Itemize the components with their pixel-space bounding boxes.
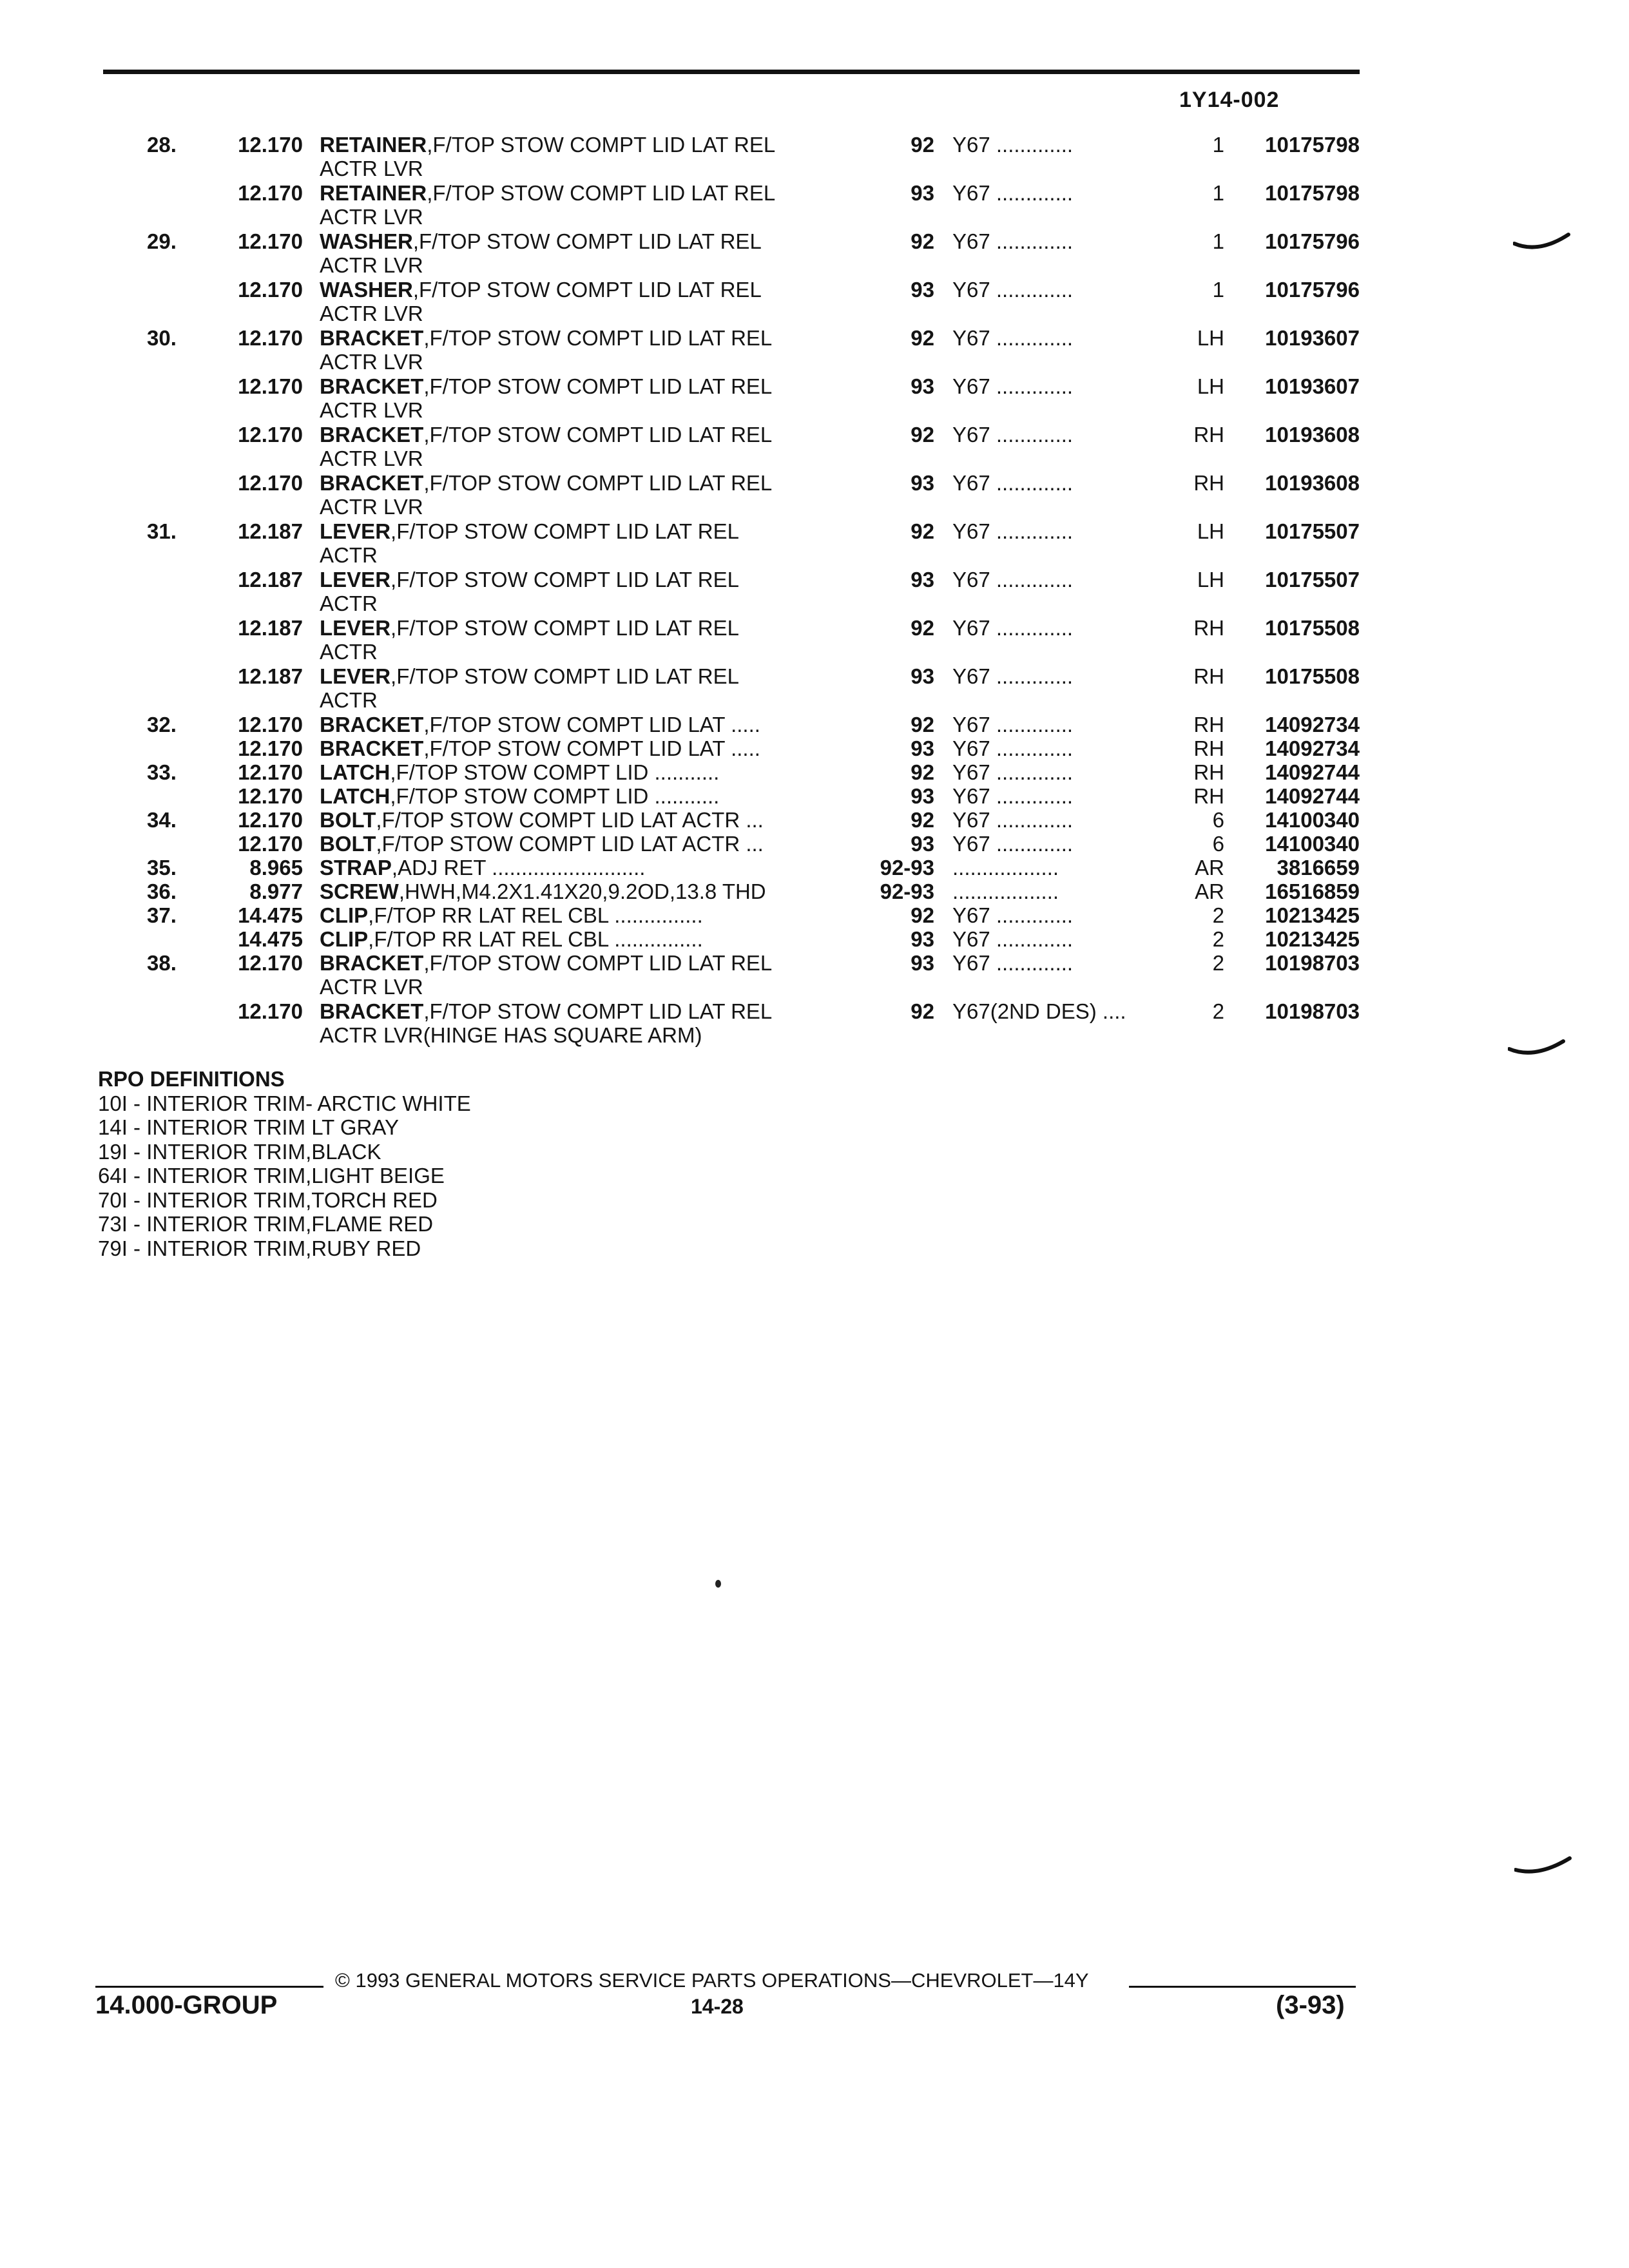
part-desc-line1: ,F/TOP STOW COMPT LID LAT ACTR ... [376, 832, 764, 856]
rpo-item: 73I - INTERIOR TRIM,FLAME RED [98, 1212, 434, 1236]
part-row [0, 471, 1629, 519]
quantity: 2 [1212, 903, 1224, 927]
part-name: STRAP [320, 856, 392, 879]
rpo-code: Y67 ............. [952, 181, 1074, 205]
part-desc-line1: ,F/TOP STOW COMPT LID LAT REL [390, 616, 739, 640]
rpo-code: Y67 ............. [952, 832, 1074, 856]
part-number: 10213425 [1265, 903, 1360, 927]
group-number: 8.965 [249, 856, 303, 879]
part-number: 10175796 [1265, 229, 1360, 253]
part-desc-line1: ,F/TOP STOW COMPT LID LAT ..... [423, 736, 760, 760]
part-number: 10175796 [1265, 278, 1360, 302]
part-row [0, 903, 1629, 927]
model-year: 92 [911, 133, 934, 157]
key-number: 31. [147, 519, 177, 543]
part-description [320, 832, 867, 856]
quantity: RH [1193, 471, 1224, 495]
model-year: 92 [911, 326, 934, 350]
binder-mark-3 [1514, 1856, 1572, 1888]
rpo-code: Y67 ............. [952, 471, 1074, 495]
quantity: AR [1195, 856, 1224, 879]
group-number: 12.187 [238, 664, 303, 688]
part-name: RETAINER [320, 133, 427, 157]
quantity: RH [1193, 736, 1224, 760]
part-desc-line1: ,F/TOP RR LAT REL CBL ............... [368, 903, 703, 927]
quantity: RH [1193, 423, 1224, 447]
part-desc-line2: ACTR [320, 688, 378, 712]
quantity: 1 [1212, 133, 1224, 157]
part-desc-line2: ACTR LVR [320, 398, 423, 422]
part-row [0, 999, 1629, 1048]
part-description [320, 808, 867, 832]
part-desc-line1: ,F/TOP STOW COMPT LID LAT ACTR ... [376, 808, 764, 832]
part-desc-line1: ,F/TOP STOW COMPT LID LAT REL [423, 374, 773, 398]
part-description [320, 856, 867, 879]
part-desc-line2: ACTR LVR [320, 205, 423, 229]
group-number: 12.170 [238, 229, 303, 253]
model-year: 93 [911, 927, 934, 951]
part-row [0, 879, 1629, 903]
part-description [320, 736, 867, 760]
quantity: AR [1195, 879, 1224, 903]
part-desc-line1: ,HWH,M4.2X1.41X20,9.2OD,13.8 THD [398, 879, 766, 903]
part-desc-line2: ACTR LVR [320, 447, 423, 470]
model-year: 93 [911, 784, 934, 808]
part-row [0, 808, 1629, 832]
model-year: 92 [911, 760, 934, 784]
part-name: SCREW [320, 879, 399, 903]
part-number: 14092734 [1265, 713, 1360, 736]
part-number: 3816659 [1277, 856, 1360, 879]
model-year: 92-93 [880, 856, 934, 879]
footer-group: 14.000-GROUP [95, 1991, 278, 2019]
group-number: 12.187 [238, 616, 303, 640]
parts-list [0, 133, 1629, 1048]
model-year: 93 [911, 278, 934, 302]
group-number: 12.170 [238, 999, 303, 1023]
rpo-item: 64I - INTERIOR TRIM,LIGHT BEIGE [98, 1164, 445, 1187]
part-number: 10193608 [1265, 471, 1360, 495]
part-name: BOLT [320, 832, 376, 856]
part-name: BRACKET [320, 471, 424, 495]
rpo-code: Y67 ............. [952, 229, 1074, 253]
rpo-code: Y67 ............. [952, 326, 1074, 350]
part-desc-line2: ACTR LVR(HINGE HAS SQUARE ARM) [320, 1023, 702, 1047]
part-row [0, 713, 1629, 736]
group-number: 14.475 [238, 903, 303, 927]
part-name: CLIP [320, 903, 369, 927]
rpo-code: Y67 ............. [952, 568, 1074, 591]
part-description [320, 326, 867, 374]
quantity: 1 [1212, 229, 1224, 253]
part-row [0, 856, 1629, 879]
speck [715, 1580, 721, 1588]
part-number: 14092744 [1265, 784, 1360, 808]
group-number: 8.977 [249, 879, 303, 903]
part-number: 14092744 [1265, 760, 1360, 784]
quantity: LH [1197, 374, 1224, 398]
part-desc-line1: ,F/TOP STOW COMPT LID ........... [390, 784, 720, 808]
group-number: 12.170 [238, 951, 303, 975]
part-description [320, 519, 867, 567]
key-number: 29. [147, 229, 177, 253]
part-row [0, 784, 1629, 808]
part-description [320, 999, 867, 1047]
model-year: 93 [911, 374, 934, 398]
part-desc-line2: ACTR [320, 591, 378, 615]
part-name: WASHER [320, 278, 413, 302]
part-row [0, 181, 1629, 229]
rpo-code: Y67 ............. [952, 133, 1074, 157]
part-description [320, 423, 867, 470]
part-number: 10193608 [1265, 423, 1360, 447]
quantity: LH [1197, 326, 1224, 350]
model-year: 93 [911, 951, 934, 975]
model-year: 92-93 [880, 879, 934, 903]
part-desc-line1: ,F/TOP STOW COMPT LID LAT REL [390, 519, 739, 543]
part-name: BRACKET [320, 423, 424, 447]
part-number: 10193607 [1265, 374, 1360, 398]
quantity: 2 [1212, 951, 1224, 975]
part-row [0, 616, 1629, 664]
part-name: BRACKET [320, 326, 424, 350]
part-desc-line1: ,F/TOP STOW COMPT LID LAT REL [427, 133, 776, 157]
rpo-code: Y67 ............. [952, 278, 1074, 302]
rpo-code: Y67 ............. [952, 903, 1074, 927]
part-row [0, 832, 1629, 856]
part-number: 10175508 [1265, 616, 1360, 640]
part-number: 10175508 [1265, 664, 1360, 688]
model-year: 93 [911, 181, 934, 205]
quantity: LH [1197, 519, 1224, 543]
rpo-code: .................. [952, 856, 1059, 879]
rpo-code: Y67 ............. [952, 927, 1074, 951]
group-number: 12.170 [238, 808, 303, 832]
group-number: 12.170 [238, 423, 303, 447]
part-desc-line1: ,F/TOP STOW COMPT LID LAT REL [423, 951, 773, 975]
part-row [0, 423, 1629, 471]
part-desc-line2: ACTR LVR [320, 350, 423, 374]
part-description [320, 713, 867, 736]
part-name: CLIP [320, 927, 369, 951]
quantity: RH [1193, 784, 1224, 808]
key-number: 33. [147, 760, 177, 784]
part-number: 10175798 [1265, 181, 1360, 205]
group-number: 14.475 [238, 927, 303, 951]
part-desc-line2: ACTR LVR [320, 302, 423, 325]
part-name: LEVER [320, 616, 391, 640]
page-code: 1Y14-002 [1179, 88, 1280, 112]
group-number: 12.170 [238, 736, 303, 760]
quantity: 1 [1212, 278, 1224, 302]
group-number: 12.170 [238, 374, 303, 398]
model-year: 92 [911, 808, 934, 832]
part-desc-line1: ,F/TOP STOW COMPT LID LAT REL [423, 999, 773, 1023]
key-number: 37. [147, 903, 177, 927]
part-description [320, 664, 867, 712]
footer-rule-left [95, 1986, 323, 1988]
part-description [320, 278, 867, 325]
group-number: 12.170 [238, 760, 303, 784]
footer-copyright: © 1993 GENERAL MOTORS SERVICE PARTS OPERATIONS—CHEVROLET—14Y [335, 1969, 1089, 1992]
part-description [320, 903, 867, 927]
part-desc-line1: ,F/TOP STOW COMPT LID LAT REL [427, 181, 776, 205]
rpo-code: Y67 ............. [952, 374, 1074, 398]
part-number: 14092734 [1265, 736, 1360, 760]
part-name: LATCH [320, 760, 390, 784]
part-name: BRACKET [320, 951, 424, 975]
part-row [0, 326, 1629, 374]
binder-mark-2 [1508, 1037, 1566, 1070]
part-desc-line2: ACTR LVR [320, 157, 423, 180]
model-year: 93 [911, 471, 934, 495]
part-number: 10213425 [1265, 927, 1360, 951]
part-row [0, 951, 1629, 999]
quantity: 1 [1212, 181, 1224, 205]
part-description [320, 229, 867, 277]
rpo-item: 70I - INTERIOR TRIM,TORCH RED [98, 1187, 438, 1212]
group-number: 12.170 [238, 713, 303, 736]
part-desc-line1: ,F/TOP STOW COMPT LID LAT ..... [423, 713, 760, 736]
part-desc-line1: ,F/TOP STOW COMPT LID LAT REL [412, 278, 762, 302]
part-desc-line1: ,F/TOP STOW COMPT LID LAT REL [390, 568, 739, 591]
quantity: 2 [1212, 927, 1224, 951]
part-description [320, 616, 867, 664]
part-row [0, 760, 1629, 784]
part-name: LEVER [320, 664, 391, 688]
part-name: BRACKET [320, 736, 424, 760]
part-row [0, 568, 1629, 616]
group-number: 12.170 [238, 471, 303, 495]
key-number: 38. [147, 951, 177, 975]
model-year: 92 [911, 999, 934, 1023]
key-number: 32. [147, 713, 177, 736]
part-number: 10175507 [1265, 519, 1360, 543]
rpo-code: Y67(2ND DES) .... [952, 999, 1126, 1023]
model-year: 92 [911, 519, 934, 543]
part-desc-line1: ,F/TOP RR LAT REL CBL ............... [368, 927, 703, 951]
part-row [0, 278, 1629, 326]
part-description [320, 181, 867, 229]
quantity: RH [1193, 713, 1224, 736]
part-desc-line2: ACTR [320, 640, 378, 664]
quantity: 2 [1212, 999, 1224, 1023]
rpo-code: Y67 ............. [952, 713, 1074, 736]
footer-rule-right [1129, 1986, 1356, 1988]
group-number: 12.187 [238, 568, 303, 591]
footer-page-number: 14-28 [691, 1995, 744, 2018]
part-name: WASHER [320, 229, 413, 253]
part-row [0, 229, 1629, 278]
group-number: 12.170 [238, 784, 303, 808]
quantity: RH [1193, 760, 1224, 784]
part-description [320, 879, 867, 903]
rpo-heading: RPO DEFINITIONS [98, 1067, 285, 1091]
part-description [320, 784, 867, 808]
rpo-code: Y67 ............. [952, 784, 1074, 808]
model-year: 92 [911, 713, 934, 736]
footer-date: (3-93) [1276, 1991, 1345, 2019]
part-description [320, 760, 867, 784]
model-year: 93 [911, 832, 934, 856]
group-number: 12.170 [238, 278, 303, 302]
part-name: LEVER [320, 568, 391, 591]
quantity: RH [1193, 616, 1224, 640]
rpo-code: Y67 ............. [952, 736, 1074, 760]
part-row [0, 927, 1629, 951]
quantity: RH [1193, 664, 1224, 688]
part-desc-line1: ,F/TOP STOW COMPT LID LAT REL [423, 471, 773, 495]
part-desc-line2: ACTR LVR [320, 975, 423, 999]
part-row [0, 133, 1629, 181]
part-desc-line1: ,F/TOP STOW COMPT LID LAT REL [390, 664, 739, 688]
part-number: 10175507 [1265, 568, 1360, 591]
part-name: BRACKET [320, 713, 424, 736]
part-number: 14100340 [1265, 832, 1360, 856]
part-name: RETAINER [320, 181, 427, 205]
part-description [320, 568, 867, 615]
model-year: 92 [911, 903, 934, 927]
part-desc-line1: ,F/TOP STOW COMPT LID LAT REL [423, 326, 773, 350]
rpo-code: Y67 ............. [952, 423, 1074, 447]
rpo-code: Y67 ............. [952, 616, 1074, 640]
model-year: 93 [911, 664, 934, 688]
model-year: 93 [911, 736, 934, 760]
part-desc-line2: ACTR LVR [320, 253, 423, 277]
part-name: BOLT [320, 808, 376, 832]
part-number: 10175798 [1265, 133, 1360, 157]
key-number: 35. [147, 856, 177, 879]
part-name: BRACKET [320, 374, 424, 398]
rpo-code: Y67 ............. [952, 951, 1074, 975]
part-name: LATCH [320, 784, 390, 808]
part-row [0, 374, 1629, 423]
part-row [0, 736, 1629, 760]
model-year: 92 [911, 423, 934, 447]
rpo-code: Y67 ............. [952, 664, 1074, 688]
group-number: 12.170 [238, 832, 303, 856]
part-description [320, 951, 867, 999]
rpo-item: 79I - INTERIOR TRIM,RUBY RED [98, 1236, 421, 1260]
rpo-item: 19I - INTERIOR TRIM,BLACK [98, 1139, 381, 1164]
part-desc-line1: ,ADJ RET .......................... [391, 856, 646, 879]
quantity: LH [1197, 568, 1224, 591]
quantity: 6 [1212, 808, 1224, 832]
key-number: 36. [147, 879, 177, 903]
part-desc-line2: ACTR [320, 543, 378, 567]
rpo-definitions [98, 1067, 471, 1260]
key-number: 34. [147, 808, 177, 832]
part-description [320, 471, 867, 519]
key-number: 30. [147, 326, 177, 350]
model-year: 93 [911, 568, 934, 591]
part-number: 10193607 [1265, 326, 1360, 350]
model-year: 92 [911, 616, 934, 640]
group-number: 12.170 [238, 181, 303, 205]
rpo-code: Y67 ............. [952, 760, 1074, 784]
group-number: 12.170 [238, 133, 303, 157]
group-number: 12.187 [238, 519, 303, 543]
part-row [0, 664, 1629, 713]
part-number: 16516859 [1265, 879, 1360, 903]
part-description [320, 927, 867, 951]
part-number: 10198703 [1265, 999, 1360, 1023]
part-description [320, 133, 867, 180]
part-name: BRACKET [320, 999, 424, 1023]
key-number: 28. [147, 133, 177, 157]
part-desc-line2: ACTR LVR [320, 495, 423, 519]
rpo-code: Y67 ............. [952, 519, 1074, 543]
quantity: 6 [1212, 832, 1224, 856]
part-description [320, 374, 867, 422]
header-rule [103, 70, 1360, 74]
binder-mark-1 [1513, 232, 1571, 264]
rpo-item: 10I - INTERIOR TRIM- ARCTIC WHITE [98, 1091, 471, 1115]
part-desc-line1: ,F/TOP STOW COMPT LID LAT REL [423, 423, 773, 447]
part-desc-line1: ,F/TOP STOW COMPT LID LAT REL [412, 229, 762, 253]
part-number: 10198703 [1265, 951, 1360, 975]
part-name: LEVER [320, 519, 391, 543]
rpo-code: .................. [952, 879, 1059, 903]
rpo-code: Y67 ............. [952, 808, 1074, 832]
part-row [0, 519, 1629, 568]
model-year: 92 [911, 229, 934, 253]
part-desc-line1: ,F/TOP STOW COMPT LID ........... [390, 760, 720, 784]
rpo-item: 14I - INTERIOR TRIM LT GRAY [98, 1115, 399, 1139]
group-number: 12.170 [238, 326, 303, 350]
part-number: 14100340 [1265, 808, 1360, 832]
